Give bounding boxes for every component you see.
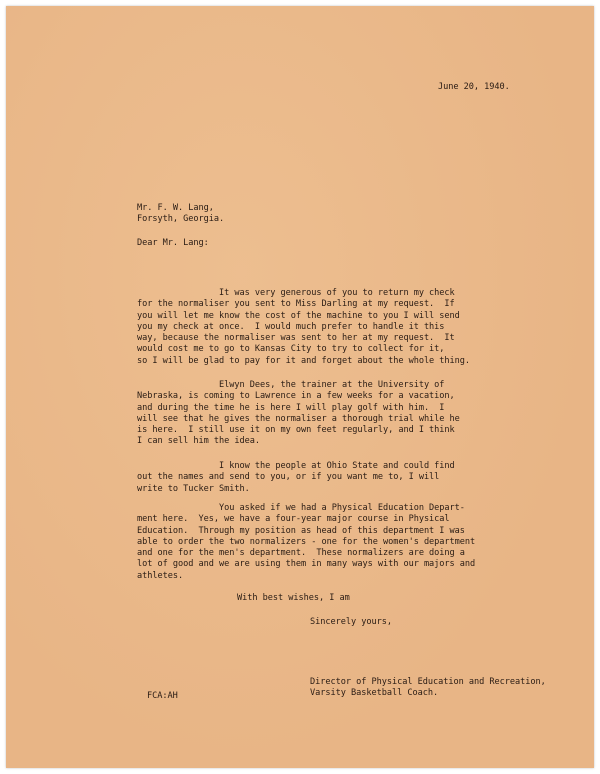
signoff: Sincerely yours, [310,617,392,627]
letter-date: June 20, 1940. [438,82,510,92]
signer-title: Director of Physical Education and Recreation, Varsity Basketball Coach. [310,677,546,699]
closing-line: With best wishes, I am [237,593,350,603]
body-paragraph-3: I know the people at Ohio State and could find out the names and send to you, or if you want me to, I will write to Tucker Smith. [137,461,455,494]
body-paragraph-4: You asked if we had a Physical Education Depart- ment here. Yes, we have a four-year major course in Physical Education. Through my position as head of this department I was able to order the two normalizers - one for the women's department and one for the men's department. These normalizers are doing a lot of good and we are using them in many ways with our majors and athletes. [137,503,476,581]
body-paragraph-2: Elwyn Dees, the trainer at the University of Nebraska, is coming to Lawrence in a few weeks for a vacation, and during the time he is here I will play golf with him. I will see that he gives the normaliser a thorough trial while he is here. I still use it on my own feet regularly, and I think I can sell him the idea. [137,380,460,447]
recipient-address: Mr. F. W. Lang, Forsyth, Georgia. [137,203,225,225]
body-paragraph-1: It was very generous of you to return my check for the normaliser you sent to Miss Darling at my request. If you will let me know the cost of the machine to you I will send you my check at once. I would much prefer to handle it this way, because the normaliser was sent to her at my request. It would cost me to go to Kansas City to try to collect for it, so I will be glad to pay for it and forget about the whole thing. [137,288,471,366]
letter-page [6,6,594,768]
reference-initials: FCA:AH [147,691,178,701]
salutation: Dear Mr. Lang: [137,238,209,248]
